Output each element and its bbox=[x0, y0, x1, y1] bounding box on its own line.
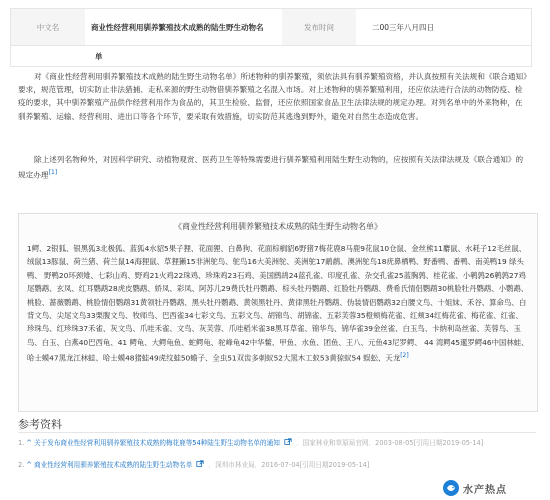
reference-back-link[interactable]: ^ bbox=[26, 461, 32, 469]
references-heading: 参考资料 bbox=[18, 418, 62, 431]
paragraph-1-text: 对《商业性经营利用驯养繁殖技术成熟的陆生野生动物名单》所述物种的驯养繁殖，须依法具有驯养繁殖资格，并认真按照有关法规和《联合通知》要求，规范管理，切实防止非法猎捕、走私来源的野生动物借驯养繁殖之名混入市场。对上述物种的驯养繁殖利用，还应依法进行合法的动物防疫、检疫的要求，其中驯养繁殖产品供作经营利用作为食品的，其卫生检验、监督，还应依照国家食品卫生法律法规的规定办理。对列名单中的外来物种，在驯养繁殖、运输、经营利用、进出口等各个环节，要采取有效措施，切实防范其逃逸到野外，避免对自然生态造成危害。 bbox=[18, 72, 528, 121]
info-table bbox=[10, 8, 532, 67]
reference-back-link[interactable]: ^ bbox=[26, 439, 32, 447]
publish-date-label: 发布时间 bbox=[282, 9, 356, 45]
species-list-body bbox=[27, 242, 529, 365]
references-divider bbox=[18, 432, 536, 433]
watermark bbox=[443, 480, 507, 496]
fish-logo-icon bbox=[443, 480, 459, 496]
paragraph-2-line bbox=[18, 153, 530, 182]
paragraph-1 bbox=[18, 70, 530, 123]
reference-meta-2: ．深圳市林业局．2016-07-04[引用日期2019-05-14] bbox=[208, 461, 370, 469]
watermark-text: 水产热点 bbox=[463, 484, 507, 496]
external-link-icon[interactable] bbox=[284, 438, 292, 446]
paragraph-2-text: 除上述列名物种外，对因科学研究、动植物观赏、医药卫生等特殊需要进行驯养繁殖利用陆生野生动物的，应按照有关法律法规及《联合通知》的规定办理 bbox=[18, 155, 524, 180]
reference-meta-1: ．国家林业和草原局官网．2003-08-05[引用日期2019-05-14] bbox=[296, 439, 484, 447]
species-list-box bbox=[18, 213, 538, 412]
paragraph-2 bbox=[18, 153, 530, 182]
publish-date-value: 二00三年八月四日 bbox=[372, 22, 435, 32]
chinese-name-label: 中文名 bbox=[11, 9, 85, 45]
reference-item-1 bbox=[18, 438, 528, 449]
reference-number: 1. bbox=[18, 439, 25, 447]
info-row-continued bbox=[11, 46, 531, 66]
citation-2[interactable]: [2] bbox=[400, 352, 409, 360]
species-list-title: 《商业性经营利用驯养繁殖技术成熟的陆生野生动物名单》 bbox=[174, 222, 382, 231]
reference-link-2[interactable]: 商业性经营利用驯养繁殖技术成熟的陆生野生动物名单 bbox=[34, 461, 193, 469]
reference-link-1[interactable]: 关于发布商业性经营利用驯养繁殖技术成熟的梅花鹿等54种陆生野生动物名单的通知 bbox=[34, 439, 280, 447]
reference-number: 2. bbox=[18, 461, 25, 469]
chinese-name-value: 商业性经营利用驯养繁殖技术成熟的陆生野生动物名 bbox=[91, 22, 264, 32]
species-list-text: 1鳄、2银狐、银黑狐3北极狐、蓝狐4水貂5果子狸、花面狸、白鼻狗、花面棕榈貂6野猪7梅花鹿8马鹿9花鼠10仓鼠、金丝熊11麝鼠、水耗子12毛丝鼠、绒鼠13豚鼠、荷兰猪、荷兰鼠14海狸鼠、草狸獭15非洲鸵鸟、鸵鸟16大美洲鸵、美洲鸵17鸸鹋、澳洲鸵鸟18疣鼻栖鸭、野番鸭、番鸭、南美鸭19 绿头鸭、 野鸭20环颈雉、七彩山鸡、野鸡21火鸡22珠鸡、珍珠鸡23石鸡、美国鹧鸪24蓝孔雀、印度孔雀、杂交孔雀25蓝胸鹑、桂花雀、小鹌鹑26鹌鹑27鸡尾鹦鹉、玄凤、红耳鹦鹉28虎皮鹦鹉、娇凤、彩凤、阿苏儿29费氏牡丹鹦鹉、棕头牡丹鹦鹉、红脸牡丹鹦鹉、费希氏情侣鹦鹉30桃脸牡丹鹦鹉、小鹦鹉、桃脸、蔷薇鹦鹉、桃脸情侣鹦鹉31黄领牡丹鹦鹉、黑头牡丹鹦鹉、黄领黑牡丹、黄律黑牡丹鹦鹉、伪装情侣鹦鹉32白腰文鸟、十姐妹、禾谷、算命鸟、白背文鸟、尖尾文鸟33栗腹文鸟、牧师鸟、巴西雀34七彩文鸟、五彩文鸟、胡锦鸟、胡锦雀、五彩芙蓉35橙颊梅花雀、红颊34红梅花雀、梅花雀、红雀、珍珠鸟、红珍珠37禾雀、灰文鸟、爪哇禾雀、文鸟、灰芙蓉、爪哇稻米雀38黑耳草雀、锦华鸟、锦华雀39金丝雀、白玉鸟、卡纳利岛丝雀、芙蓉鸟、玉鸟、白玉、白燕40巴西龟、41 鳄龟、大鳄龟鱼、蛇鳄龟、驼峰龟42中华鳖、甲鱼、水鱼、团鱼、王八、元鱼43尼罗鳄、 44 湾鳄45暹罗鳄46中国林蛙、哈士蟆47黑龙江林蛙、哈士蟆48猪蛙49虎纹蛙50蟾子、全虫51双齿多刺蚁52大黑木工蚁53黄猄蚁54 蜈蚣、天龙 bbox=[27, 244, 529, 363]
external-link-icon[interactable] bbox=[196, 460, 204, 468]
citation-1[interactable]: [1] bbox=[48, 169, 58, 177]
reference-item-2 bbox=[18, 460, 528, 471]
info-row bbox=[11, 9, 531, 46]
chinese-name-value-continued: 单 bbox=[95, 51, 103, 61]
